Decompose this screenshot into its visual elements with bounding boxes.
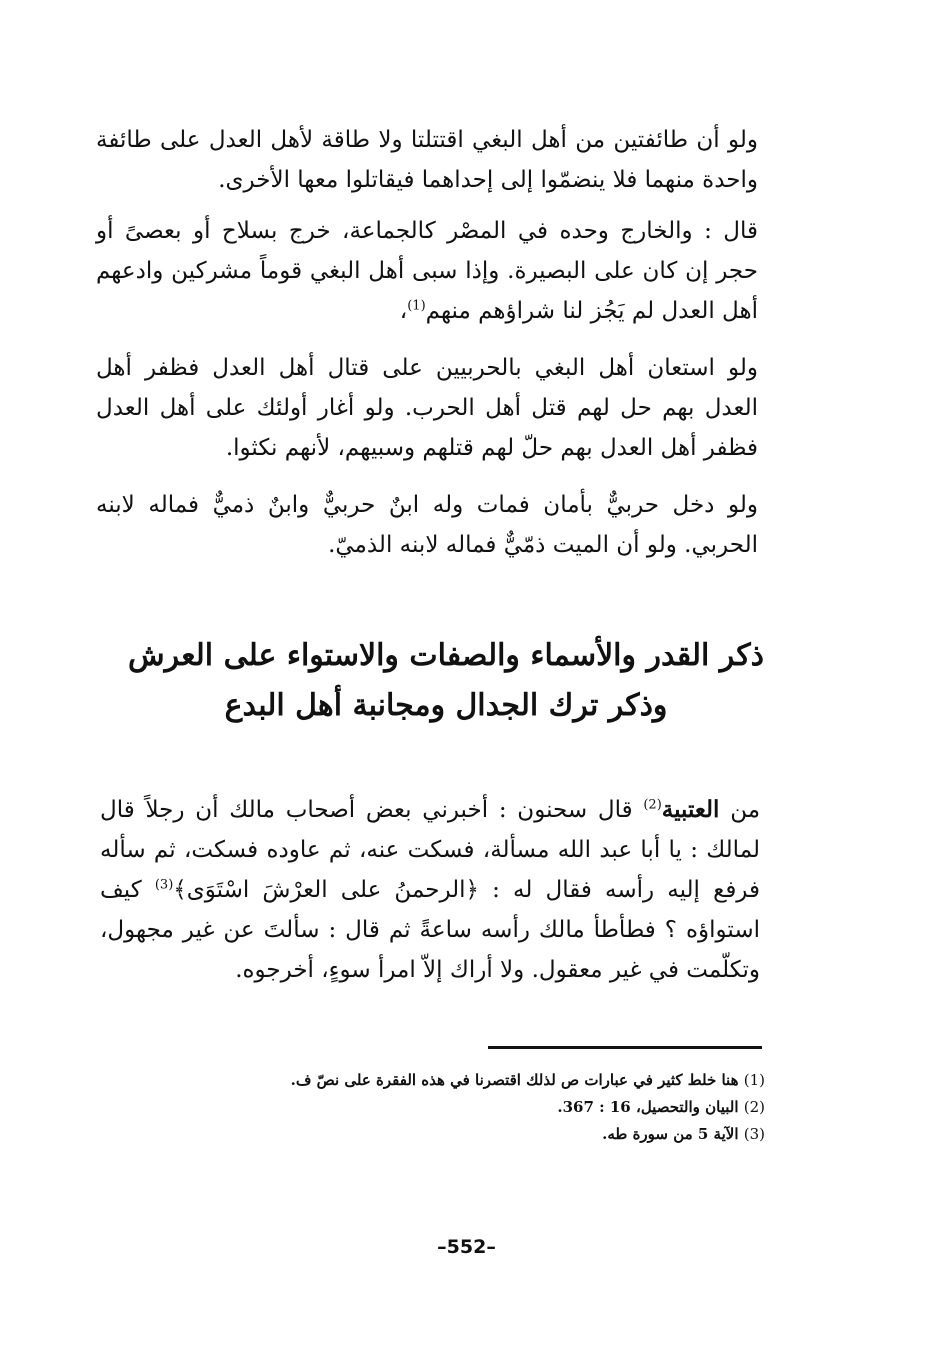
footnote-2-text: البيان والتحصيل، 16 : 367. bbox=[557, 1098, 739, 1116]
footnote-2 bbox=[557, 1095, 765, 1119]
paragraph-lone-rebel-text: قال : والخارج وحده في المصْر كالجماعة، خرج بسلاح أو بعصىً أو حجر إن كان على البصيرة. وإذا سبى أهل البغي قوماً مشركين وادعهم أهل العدل لم يَجُز لنا شراؤهم منهم bbox=[96, 218, 758, 324]
paragraph-malik-istiwa bbox=[100, 790, 760, 990]
paragraph-harbi-inheritance: ولو دخل حربيٌّ بأمان فمات وله ابنٌ حربيٌّ وابنٌ ذميٌّ فماله لابنه الحربي. ولو أن الميت ذمّيٌّ فماله لابنه الذميّ. bbox=[96, 492, 758, 558]
paragraph-lone-rebel bbox=[96, 211, 758, 331]
footnote-1 bbox=[291, 1068, 765, 1092]
lead-word: من bbox=[730, 797, 761, 823]
footnote-divider bbox=[488, 1046, 762, 1049]
footnote-1-text: هنا خلط كثير في عبارات ص لذلك اقتصرنا في هذه الفقرة على نصّ ف. bbox=[290, 1071, 739, 1089]
section-heading-line-2: وذكر ترك الجدال ومجانبة أهل البدع bbox=[224, 688, 668, 723]
page-number: –552– bbox=[437, 1236, 496, 1258]
paragraph-lone-rebel-end: ، bbox=[399, 298, 408, 324]
paragraph-rebels-seek-help: ولو استعان أهل البغي بالحربيين على قتال أهل العدل فظفر أهل العدل بهم حل لهم قتل أهل الحرب. ولو أغار أولئك على أهل العدل فظفر أهل العدل بهم حلّ لهم قتلهم وسبيهم، لأنهم نكثوا. bbox=[96, 355, 758, 461]
section-heading-line-1: ذكر القدر والأسماء والصفات والاستواء على العرش bbox=[128, 638, 764, 673]
footnote-3 bbox=[602, 1122, 765, 1146]
footnote-ref-1[interactable]: (1) bbox=[407, 298, 426, 314]
footnote-ref-3[interactable]: (3) bbox=[154, 877, 174, 893]
footnote-3-text: الآية 5 من سورة طه. bbox=[602, 1125, 739, 1143]
quran-quote: ﴿الرحمنُ على العرْشَ اسْتَوَى﴾ bbox=[173, 877, 480, 903]
source-title: العتبية bbox=[661, 796, 720, 823]
footnote-3-number: (3) bbox=[743, 1125, 765, 1143]
footnote-ref-2[interactable]: (2) bbox=[643, 797, 662, 813]
narration-part-2: كيف استواؤه ؟ فطأطأ مالك رأسه ساعةً ثم قال : سألتَ عن غير مجهول، وتكلّمت في غير معقول. ولا أراك إلاّ امرأ سوءٍ، أخرجوه. bbox=[100, 877, 760, 983]
footnote-2-number: (2) bbox=[743, 1098, 765, 1116]
narration-part-1: قال سحنون : أخبرني بعض أصحاب مالك أن رجلاً قال لمالك : يا أبا عبد الله مسألة، فسكت عنه، ثم عاوده فسكت، ثم سأله فرفع إليه رأسه فقال له : bbox=[100, 797, 760, 903]
footnote-1-number: (1) bbox=[743, 1071, 765, 1089]
paragraph-rebels-two-factions: ولو أن طائفتين من أهل البغي اقتتلتا ولا طاقة لأهل العدل على طائفة واحدة منهما فلا ينضمّوا إلى إحداهما فيقاتلوا معها الأخرى. bbox=[96, 127, 758, 193]
